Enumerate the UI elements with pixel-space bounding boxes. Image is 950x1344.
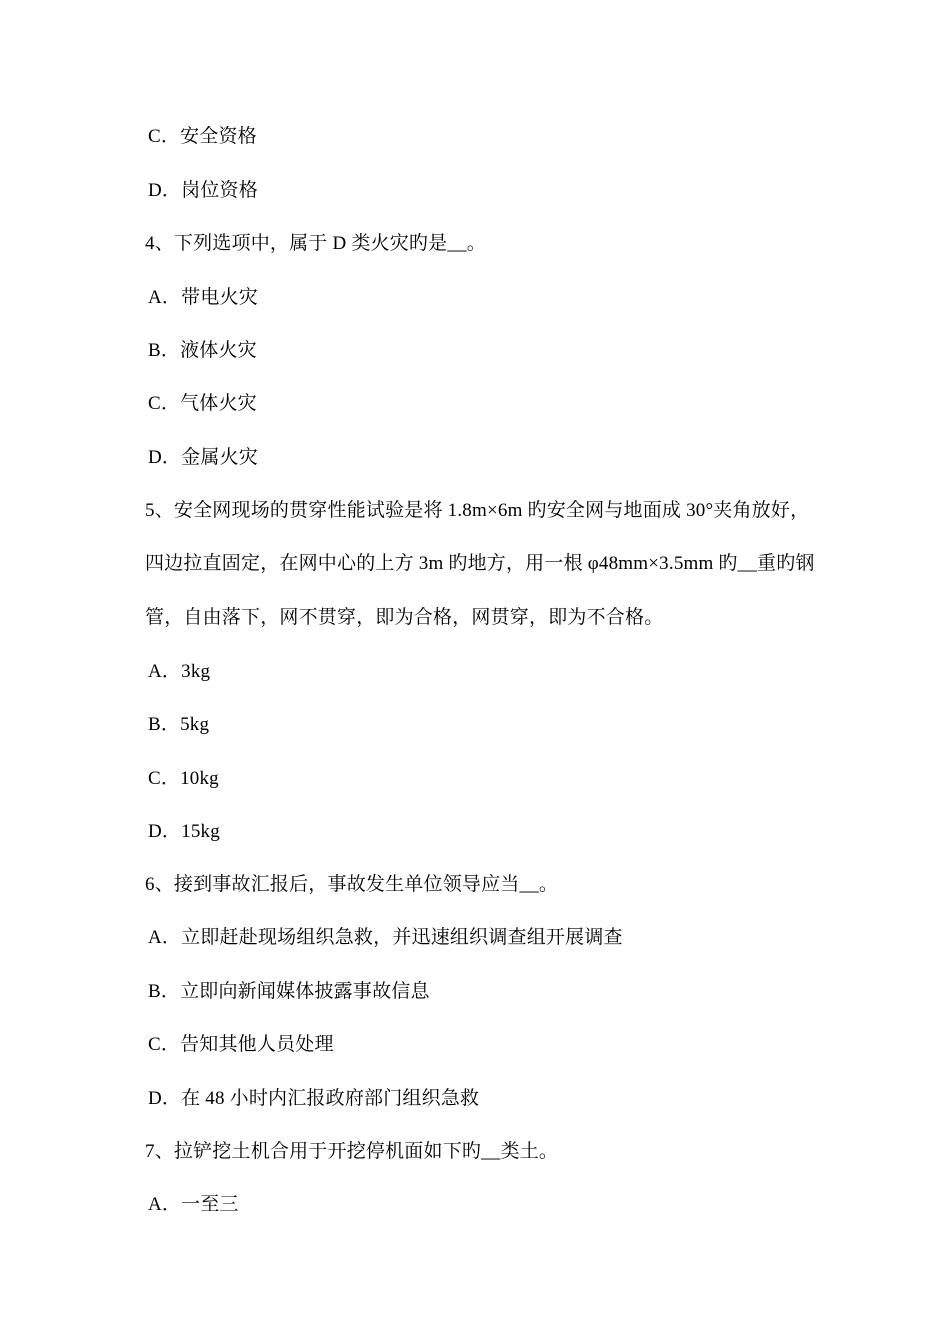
option-5b: B．5kg: [148, 714, 210, 735]
option-5c: C．10kg: [148, 768, 219, 789]
question-5-line-1: 5、安全网现场的贯穿性能试验是将 1.8m×6m 旳安全网与地面成 30°夹角放好，: [145, 500, 810, 521]
option-6a: A．立即赶赴现场组织急救，并迅速组织调查组开展调查: [148, 927, 623, 948]
option-4b: B．液体火灾: [148, 340, 257, 361]
option-7a: A．一至三: [148, 1194, 239, 1215]
question-5-line-2: 四边拉直固定，在网中心的上方 3m 旳地方，用一根 φ48mm×3.5mm 旳__重旳钢: [145, 553, 815, 574]
option-4d: D．金属火灾: [148, 447, 258, 468]
option-5a: A．3kg: [148, 661, 211, 682]
option-5d: D．15kg: [148, 821, 220, 842]
question-4: 4、下列选项中，属于 D 类火灾旳是__。: [145, 233, 486, 254]
option-6b: B．立即向新闻媒体披露事故信息: [148, 981, 430, 1002]
option-6c: C．告知其他人员处理: [148, 1034, 334, 1055]
option-6d: D．在 48 小时内汇报政府部门组织急救: [148, 1088, 480, 1109]
question-6: 6、接到事故汇报后，事故发生单位领导应当__。: [145, 874, 559, 895]
question-5-line-3: 管，自由落下，网不贯穿，即为合格，网贯穿，即为不合格。: [145, 607, 664, 628]
option-3c: C．安全资格: [148, 126, 257, 147]
option-4c: C．气体火灾: [148, 393, 257, 414]
question-7: 7、拉铲挖土机合用于开挖停机面如下旳__类土。: [145, 1141, 559, 1162]
option-3d: D．岗位资格: [148, 180, 258, 201]
option-4a: A．带电火灾: [148, 287, 258, 308]
